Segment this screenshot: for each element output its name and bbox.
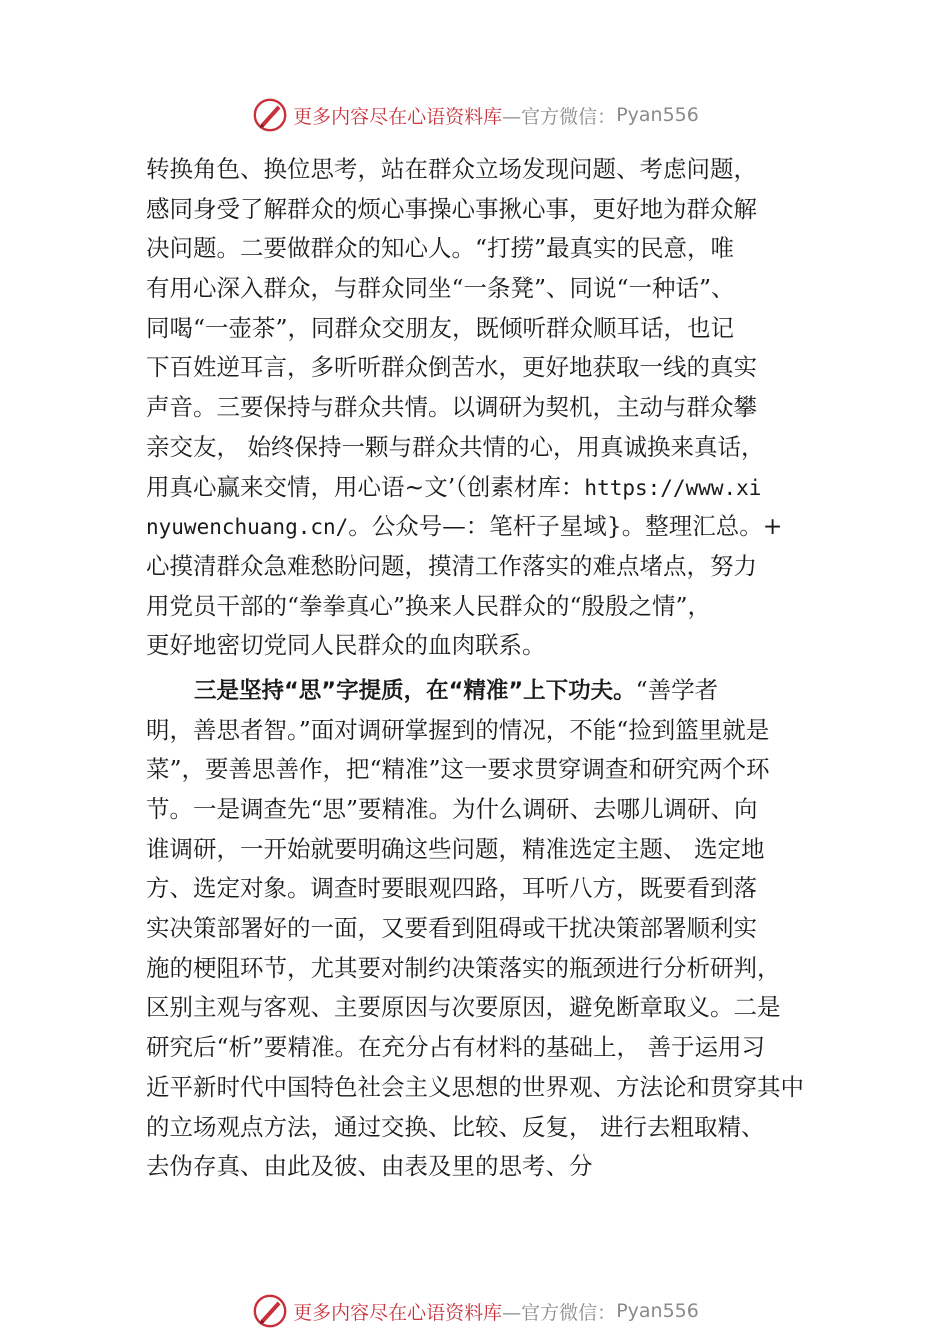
header-wechat-label: —官方微信： bbox=[502, 105, 617, 128]
footer-banner bbox=[0, 1292, 950, 1330]
text-segment: 。公众号—：笔杆子星域}。整理汇总。+ bbox=[348, 512, 783, 541]
header-source-text: 更多内容尽在心语资料库 bbox=[293, 105, 503, 128]
text-line: 的立场观点方法，通过交换、比较、反复， 进行去粗取精、 bbox=[146, 1112, 765, 1141]
text-line: 节。一是调查先“思”要精准。为什么调研、去哪儿调研、向 bbox=[146, 795, 758, 823]
text-line: 方、选定对象。调查时要眼观四路，耳听八方，既要看到落 bbox=[146, 874, 757, 903]
text-segment: 用真心赢来交情，用心语~文’（创素材库： bbox=[146, 472, 585, 501]
text-line: 实决策部署好的一面，又要看到阻碍或干扰决策部署顺利实 bbox=[146, 914, 757, 943]
text-line: 明，善思者智。”面对调研掌握到的情况，不能“捡到篮里就是 bbox=[146, 715, 770, 744]
text-line: 亲交友， 始终保持一颗与群众共情的心，用真诚换来真话， bbox=[146, 432, 765, 461]
text-line: 区别主观与客观、主要原因与次要原因，避免断章取义。二是 bbox=[146, 993, 781, 1022]
header-banner bbox=[0, 96, 950, 134]
pen-logo-icon bbox=[251, 1292, 289, 1330]
url-text: https://www.xi bbox=[584, 475, 762, 500]
text-line: 近平新时代中国特色社会主义思想的世界观、方法论和贯穿其中 bbox=[146, 1072, 804, 1101]
text-line: 谁调研，一开始就要明确这些问题，精准选定主题、 选定地 bbox=[146, 834, 765, 863]
text-line: 有用心深入群众，与群众同坐“一条凳”、同说“一种话”、 bbox=[146, 274, 735, 303]
text-line: 下百姓逆耳言，多听听群众倒苦水，更好地获取一线的真实 bbox=[146, 353, 757, 382]
footer-wechat-label: —官方微信： bbox=[502, 1301, 617, 1324]
header-wechat-id: Pyan556 bbox=[616, 104, 699, 126]
text-line: 用党员干部的“拳拳真心”换来人民群众的“殷殷之情”， bbox=[146, 591, 712, 620]
text-line: 去伪存真、由此及彼、由表及里的思考、分 bbox=[146, 1152, 593, 1181]
text-line: 菜”，要善思善作，把“精准”这一要求贯穿调查和研究两个环 bbox=[146, 755, 770, 784]
text-line: 研究后“析”要精准。在充分占有材料的基础上， 善于运用习 bbox=[146, 1033, 765, 1062]
text-segment: “善学者 bbox=[635, 675, 719, 704]
url-text: nyuwenchuang.cn/ bbox=[146, 515, 349, 540]
paragraph-2 bbox=[146, 671, 822, 1187]
text-line: 转换角色、换位思考，站在群众立场发现问题、考虑问题， bbox=[146, 155, 757, 183]
text-line bbox=[146, 671, 822, 711]
text-line: 决问题。二要做群众的知心人。“打捞”最真实的民意，唯 bbox=[146, 234, 735, 263]
footer-source-text: 更多内容尽在心语资料库 bbox=[293, 1301, 503, 1324]
section-heading: 三是坚持“思”字提质，在“精准”上下功夫。 bbox=[194, 677, 636, 704]
paragraph-1 bbox=[146, 150, 822, 666]
pen-logo-icon bbox=[251, 96, 289, 134]
text-line: 声音。三要保持与群众共情。以调研为契机，主动与群众攀 bbox=[146, 393, 757, 422]
footer-wechat-id: Pyan556 bbox=[616, 1300, 699, 1322]
document-body bbox=[146, 150, 822, 1187]
text-line bbox=[146, 507, 822, 547]
text-line: 更好地密切党同人民群众的血肉联系。 bbox=[146, 631, 546, 660]
text-line: 施的梗阻环节，尤其要对制约决策落实的瓶颈进行分析研判， bbox=[146, 953, 781, 982]
text-line: 感同身受了解群众的烦心事操心事揪心事，更好地为群众解 bbox=[146, 194, 757, 223]
text-line: 同喝“一壶茶”，同群众交朋友，既倾听群众顺耳话，也记 bbox=[146, 313, 735, 342]
text-line bbox=[146, 468, 822, 508]
text-line: 心摸清群众急难愁盼问题，摸清工作落实的难点堵点，努力 bbox=[146, 551, 757, 580]
